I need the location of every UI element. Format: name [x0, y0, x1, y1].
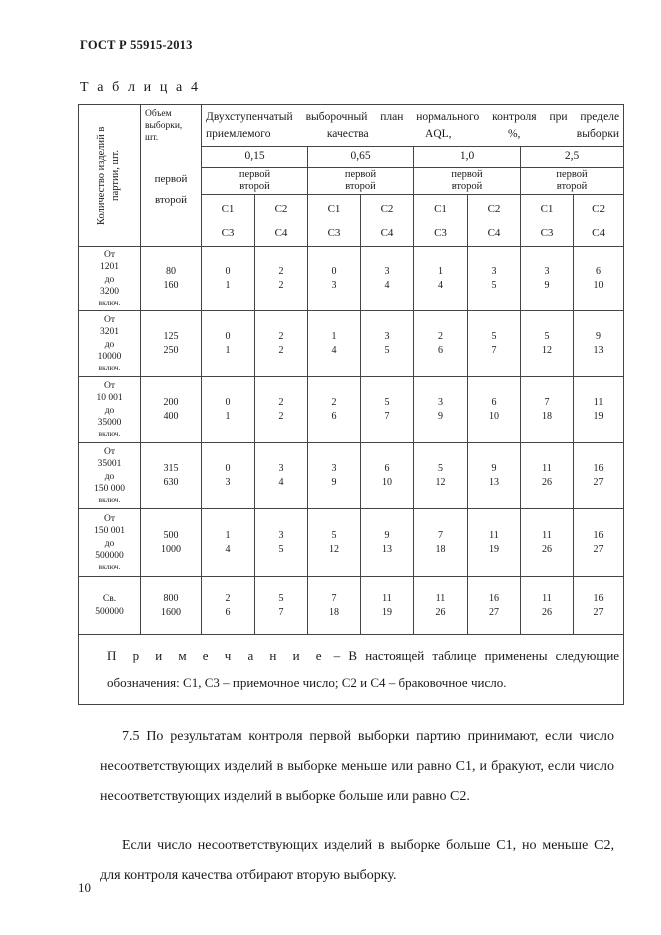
rejection-number-cell — [574, 509, 624, 577]
sample-first-label: первой — [238, 168, 271, 180]
table-row — [79, 443, 624, 509]
cell-value: 3 — [384, 330, 390, 342]
volume-first-label: первой — [154, 172, 188, 185]
cell-value: 11 — [382, 592, 392, 604]
cell-value: 5 — [278, 592, 284, 604]
range-line: 10 001 — [96, 393, 123, 404]
cell-value: 12 — [329, 543, 339, 555]
range-line: 500000 — [95, 550, 124, 561]
rejection-number-cell — [255, 509, 308, 577]
cell-value: 3 — [491, 265, 497, 277]
cell-value: 18 — [435, 543, 446, 555]
table-caption: Т а б л и ц а 4 — [80, 80, 201, 95]
cell-value: 3 — [384, 265, 390, 277]
cell-value: 16 — [489, 592, 499, 604]
acceptance-number-cell — [414, 311, 468, 377]
rejection-number-cell — [468, 247, 521, 311]
cell-value: 27 — [593, 606, 604, 618]
page-number: 10 — [78, 880, 91, 895]
table-row — [79, 377, 624, 443]
rejection-number-cell — [574, 377, 624, 443]
range-line: до — [104, 405, 115, 416]
acceptance-number-cell — [521, 377, 574, 443]
lot-size-range — [79, 311, 141, 377]
acceptance-number-cell — [202, 247, 255, 311]
sampling-plan-table — [78, 104, 624, 705]
cell-value: 27 — [593, 476, 604, 488]
c1-c3-header: С1 С3 — [414, 195, 468, 247]
acceptance-number-cell — [414, 509, 468, 577]
volume-value: 630 — [163, 476, 179, 488]
acceptance-number-cell — [308, 247, 361, 311]
acceptance-number-cell — [308, 577, 361, 635]
volume-value: 1600 — [161, 606, 181, 618]
range-inclusive-note: включ. — [98, 363, 121, 373]
volume-value: 1000 — [161, 543, 181, 555]
cell-value: 19 — [593, 410, 604, 422]
cell-value: 3 — [331, 279, 337, 291]
cell-value: 2 — [278, 330, 284, 342]
acceptance-number-cell — [414, 377, 468, 443]
c1-c3-header: С1 С3 — [521, 195, 574, 247]
rejection-number-cell — [468, 443, 521, 509]
cell-value: 5 — [544, 330, 550, 342]
cell-value: 4 — [331, 344, 337, 356]
cell-value: 1 — [225, 529, 231, 541]
cell-value: 6 — [491, 396, 497, 408]
cell-value: 16 — [593, 529, 604, 541]
cell-value: 18 — [542, 410, 552, 422]
rejection-number-cell — [468, 377, 521, 443]
cell-value: 9 — [491, 462, 497, 474]
cell-value: 6 — [225, 606, 231, 618]
rejection-number-cell — [468, 509, 521, 577]
sample-labels — [521, 168, 624, 195]
sample-volume — [141, 247, 202, 311]
paragraph-7-5: 7.5 По результатам контроля первой выборки партию принимают, если число несоответствующих изделий в выборке меньше или равно С1, и бракуют, если число несоответствующих изделий в выборке больше или равно С2. — [100, 729, 614, 804]
cell-value: 7 — [278, 606, 284, 618]
cell-value: 5 — [278, 543, 284, 555]
cell-value: 5 — [331, 529, 337, 541]
lot-size-header: Количество изделий в партии, шт. — [96, 126, 122, 225]
sample-first-label: первой — [451, 168, 483, 180]
cell-value: 1 — [225, 410, 231, 422]
rejection-number-cell — [255, 377, 308, 443]
acceptance-number-cell — [521, 311, 574, 377]
range-line: 35000 — [97, 417, 122, 428]
cell-value: 0 — [225, 330, 231, 342]
cell-value: 10 — [593, 279, 604, 291]
table-row — [79, 509, 624, 577]
range-inclusive-note: включ. — [98, 495, 121, 505]
cell-value: 6 — [331, 410, 337, 422]
cell-value: 11 — [435, 592, 446, 604]
rejection-number-cell — [255, 443, 308, 509]
range-line: От — [103, 446, 115, 457]
cell-value: 4 — [278, 476, 284, 488]
cell-value: 13 — [489, 476, 499, 488]
c1-c3-header: С1 С3 — [308, 195, 361, 247]
range-line: От — [103, 513, 115, 524]
rejection-number-cell — [361, 377, 414, 443]
cell-value: 18 — [329, 606, 339, 618]
cell-value: 7 — [438, 529, 443, 541]
rejection-number-cell — [361, 311, 414, 377]
paragraph-second-sample: Если число несоответствующих изделий в выборке больше С1, но меньше С2, для контроля качества отбирают вторую выборку. — [100, 838, 614, 883]
range-line: 3201 — [100, 327, 119, 338]
sample-labels — [202, 168, 308, 195]
cell-value: 2 — [278, 410, 284, 422]
rejection-number-cell — [361, 509, 414, 577]
rejection-number-cell — [574, 311, 624, 377]
rejection-number-cell — [574, 443, 624, 509]
acceptance-number-cell — [521, 247, 574, 311]
table-row — [79, 311, 624, 377]
volume-second-label: второй — [155, 193, 187, 206]
cell-value: 1 — [225, 344, 231, 356]
c2-c4-header: С2 С4 — [361, 195, 414, 247]
sample-second-label: второй — [451, 181, 483, 192]
cell-value: 6 — [596, 265, 602, 277]
range-line: От — [103, 249, 115, 260]
cell-value: 9 — [384, 529, 390, 541]
cell-value: 11 — [489, 529, 499, 541]
volume-value: 160 — [163, 279, 179, 291]
sample-second-label: второй — [345, 181, 376, 192]
cell-value: 7 — [384, 410, 390, 422]
range-inclusive-note: включ. — [98, 429, 121, 439]
table-row — [79, 247, 624, 311]
sample-first-label: первой — [556, 168, 588, 180]
cell-value: 2 — [438, 330, 443, 342]
sample-second-label: второй — [239, 181, 270, 192]
cell-value: 9 — [544, 279, 550, 291]
acceptance-number-cell — [308, 311, 361, 377]
cell-value: 16 — [593, 592, 604, 604]
cell-value: 5 — [384, 396, 390, 408]
cell-value: 10 — [382, 476, 392, 488]
cell-value: 13 — [593, 344, 604, 356]
cell-value: 5 — [491, 279, 497, 291]
rejection-number-cell — [255, 247, 308, 311]
cell-value: 11 — [542, 462, 552, 474]
acceptance-number-cell — [202, 377, 255, 443]
volume-value: 500 — [163, 529, 179, 541]
sample-volume — [141, 311, 202, 377]
cell-value: 26 — [542, 476, 552, 488]
aql-level: 1,0 — [414, 147, 521, 168]
acceptance-number-cell — [202, 509, 255, 577]
sample-volume — [141, 377, 202, 443]
lot-size-range — [79, 247, 141, 311]
c2-c4-header: С2 С4 — [574, 195, 624, 247]
acceptance-number-cell — [414, 247, 468, 311]
cell-value: 1 — [438, 265, 443, 277]
volume-header: Объем выборки, шт. — [145, 109, 183, 143]
range-line: 150 000 — [94, 483, 125, 494]
plan-header: Двухступенчатый выборочный план нормального контроля при пределе приемлемого качества AQL, %, выборки — [202, 105, 624, 147]
acceptance-number-cell — [202, 311, 255, 377]
cell-value: 9 — [331, 476, 337, 488]
cell-value: 11 — [542, 529, 552, 541]
volume-value: 315 — [163, 462, 179, 474]
acceptance-number-cell — [202, 443, 255, 509]
range-line: до — [104, 274, 115, 285]
acceptance-number-cell — [414, 577, 468, 635]
cell-value: 5 — [384, 344, 390, 356]
aql-level: 2,5 — [521, 147, 624, 168]
volume-value: 200 — [163, 396, 179, 408]
rejection-number-cell — [361, 247, 414, 311]
cell-value: 26 — [435, 606, 446, 618]
cell-value: 5 — [491, 330, 497, 342]
cell-value: 26 — [542, 606, 552, 618]
cell-value: 9 — [596, 330, 602, 342]
lot-size-range — [79, 509, 141, 577]
table-row — [79, 577, 624, 635]
cell-value: 2 — [278, 265, 284, 277]
cell-value: 1 — [225, 279, 231, 291]
cell-value: 2 — [331, 396, 337, 408]
cell-value: 2 — [278, 279, 284, 291]
acceptance-number-cell — [202, 577, 255, 635]
cell-value: 19 — [382, 606, 392, 618]
document-standard-code: ГОСТ Р 55915-2013 — [80, 38, 193, 52]
cell-value: 27 — [489, 606, 499, 618]
range-inclusive-note: включ. — [98, 298, 121, 308]
cell-value: 0 — [331, 265, 337, 277]
rejection-number-cell — [468, 311, 521, 377]
table-note — [79, 635, 624, 705]
volume-value: 125 — [163, 330, 179, 342]
range-line: 10000 — [97, 351, 122, 362]
cell-value: 2 — [225, 592, 231, 604]
cell-value: 7 — [544, 396, 550, 408]
aql-level: 0,65 — [308, 147, 414, 168]
cell-value: 6 — [384, 462, 390, 474]
c2-c4-header: С2 С4 — [255, 195, 308, 247]
aql-level: 0,15 — [202, 147, 308, 168]
cell-value: 26 — [542, 543, 552, 555]
cell-value: 4 — [225, 543, 231, 555]
rejection-number-cell — [361, 577, 414, 635]
range-line: От — [103, 380, 115, 391]
range-line: 1201 — [100, 262, 119, 273]
volume-value: 800 — [163, 592, 179, 604]
acceptance-number-cell — [521, 577, 574, 635]
range-line: до — [104, 339, 115, 350]
cell-value: 12 — [542, 344, 552, 356]
range-inclusive-note: включ. — [98, 562, 121, 572]
cell-value: 3 — [331, 462, 337, 474]
cell-value: 11 — [593, 396, 604, 408]
rejection-number-cell — [468, 577, 521, 635]
lot-size-range — [79, 377, 141, 443]
acceptance-number-cell — [308, 377, 361, 443]
cell-value: 0 — [225, 265, 231, 277]
lot-size-header-cell — [79, 105, 141, 247]
cell-value: 1 — [331, 330, 337, 342]
cell-value: 2 — [278, 396, 284, 408]
cell-value: 9 — [438, 410, 443, 422]
sample-first-label: первой — [344, 168, 377, 180]
volume-header-cell — [141, 105, 202, 247]
cell-value: 4 — [438, 279, 443, 291]
cell-value: 2 — [278, 344, 284, 356]
acceptance-number-cell — [414, 443, 468, 509]
acceptance-number-cell — [521, 443, 574, 509]
cell-value: 3 — [225, 476, 231, 488]
cell-value: 5 — [438, 462, 443, 474]
cell-value: 6 — [438, 344, 443, 356]
volume-value: 80 — [166, 265, 176, 277]
rejection-number-cell — [255, 311, 308, 377]
rejection-number-cell — [574, 577, 624, 635]
c1-c3-header: С1 С3 — [202, 195, 255, 247]
range-line: От — [103, 314, 115, 325]
rejection-number-cell — [361, 443, 414, 509]
cell-value: 3 — [438, 396, 443, 408]
cell-value: 0 — [225, 396, 231, 408]
cell-value: 19 — [489, 543, 499, 555]
sample-volume — [141, 577, 202, 635]
range-line: до — [104, 538, 115, 549]
rejection-number-cell — [255, 577, 308, 635]
cell-value: 11 — [542, 592, 552, 604]
range-line: 500000 — [95, 606, 124, 617]
cell-value: 27 — [593, 543, 604, 555]
acceptance-number-cell — [308, 509, 361, 577]
cell-value: 3 — [278, 462, 284, 474]
sample-volume — [141, 443, 202, 509]
cell-value: 3 — [278, 529, 284, 541]
acceptance-number-cell — [308, 443, 361, 509]
cell-value: 13 — [382, 543, 392, 555]
range-line: 150 001 — [94, 526, 125, 537]
lot-size-range — [79, 577, 141, 635]
note-text: – В настоящей таблице применены следующие обозначения: С1, С3 – приемочное число; С2 и С4 – браковочное число. — [107, 648, 620, 690]
sample-volume — [141, 509, 202, 577]
c2-c4-header: С2 С4 — [468, 195, 521, 247]
cell-value: 7 — [331, 592, 337, 604]
rejection-number-cell — [574, 247, 624, 311]
acceptance-number-cell — [521, 509, 574, 577]
volume-value: 400 — [163, 410, 179, 422]
cell-value: 12 — [435, 476, 446, 488]
cell-value: 16 — [593, 462, 604, 474]
range-line: до — [104, 471, 115, 482]
note-label: П р и м е ч а н и е — [107, 648, 326, 663]
lot-size-range — [79, 443, 141, 509]
range-line: Св. — [102, 594, 117, 605]
range-line: 3200 — [100, 286, 119, 297]
volume-value: 250 — [163, 344, 179, 356]
cell-value: 0 — [225, 462, 231, 474]
sample-second-label: второй — [556, 181, 588, 192]
cell-value: 10 — [489, 410, 499, 422]
cell-value: 7 — [491, 344, 497, 356]
sample-labels — [414, 168, 521, 195]
sample-labels — [308, 168, 414, 195]
cell-value: 3 — [544, 265, 550, 277]
cell-value: 4 — [384, 279, 390, 291]
range-line: 35001 — [97, 459, 122, 470]
